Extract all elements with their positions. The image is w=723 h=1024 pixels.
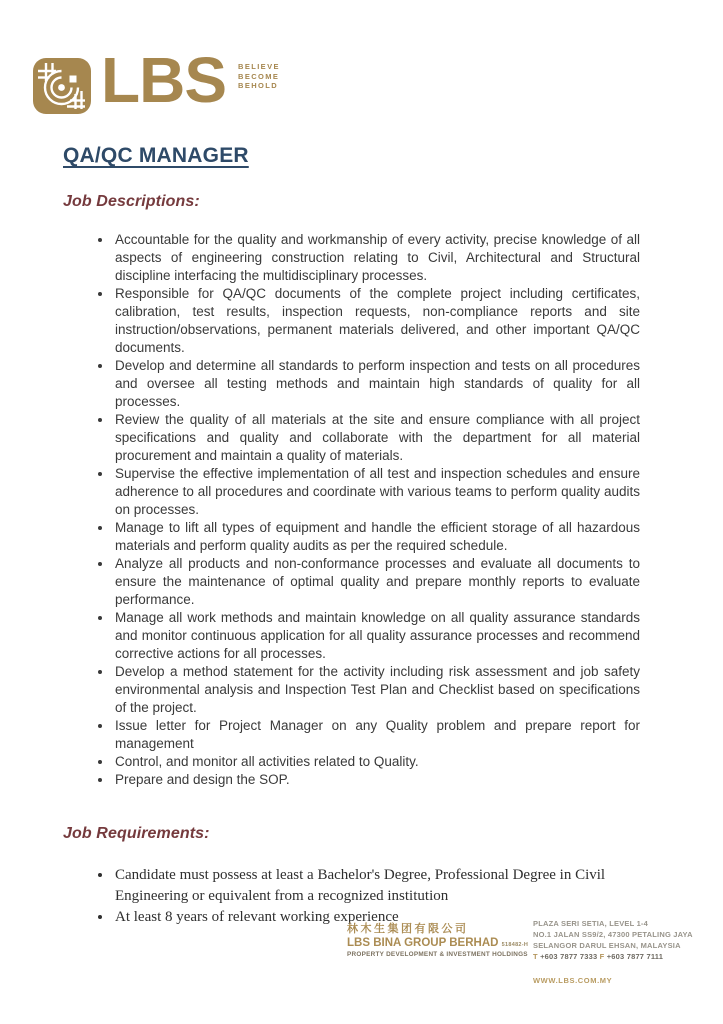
fax-label: F	[599, 952, 605, 961]
list-item: • Review the quality of all materials at the site and ensure compliance with all project specifications and quality and collaborate with the department for all material procurement and maintain a quality of materials.	[113, 411, 640, 465]
tagline-believe: BELIEVE	[238, 62, 280, 71]
company-name-english	[347, 937, 527, 949]
list-item: • Prepare and design the SOP.	[113, 771, 640, 789]
tagline-behold: BEHOLD	[238, 81, 279, 90]
company-subtitle: PROPERTY DEVELOPMENT & INVESTMENT HOLDINGS	[347, 951, 528, 958]
phone-line	[533, 951, 713, 962]
list-item: • Accountable for the quality and workmanship of every activity, precise knowledge of all aspects of engineering construction relating to Civil, Architectural and Structural discipline interfacing the multidisciplinary processes.	[113, 231, 640, 285]
list-item: • Analyze all products and non-conformance processes and evaluate all documents to ensure the maintenance of optimal quality and prepare monthly reports to evaluate performance.	[113, 555, 640, 609]
lbs-logo-wordmark: LBS	[101, 44, 226, 116]
list-item: • Responsible for QA/QC documents of the complete project including certificates, calibration, test results, inspection requests, non-compliance reports and site instruction/observations, permanent materials delivered, and other important QA/QC documents.	[113, 285, 640, 357]
list-item: • Issue letter for Project Manager on any Quality problem and prepare report for management	[113, 717, 640, 753]
page-title: QA/QC MANAGER	[63, 144, 249, 167]
company-registration-number: 518482-H	[501, 942, 529, 948]
address-lines	[533, 918, 713, 951]
list-item: • Develop a method statement for the activity including risk assessment and job safety environmental analysis and Inspection Test Plan and Checklist based on specifications of the project.	[113, 663, 640, 717]
job-descriptions-heading: Job Descriptions:	[63, 193, 200, 210]
list-item: • Manage all work methods and maintain knowledge on all quality assurance standards and monitor continuous application for all quality assurance processes and recommend corrective actions for all processes.	[113, 609, 640, 663]
logo-tagline	[238, 62, 280, 91]
company-name-text: LBS BINA GROUP BERHAD	[347, 937, 499, 949]
list-item: • Supervise the effective implementation of all test and inspection schedules and ensure adherence to all procedures and coordinate with various teams to perform quality audits on processes.	[113, 465, 640, 519]
address-block	[533, 918, 713, 985]
list-item: NO.1 JALAN SS9/2, 47300 PETALING JAYA	[533, 930, 693, 939]
list-item: • At least 8 years of relevant working experience	[113, 907, 640, 928]
list-item: SELANGOR DARUL EHSAN, MALAYSIA	[533, 941, 681, 950]
list-item: • Manage to lift all types of equipment and handle the efficient storage of all hazardous materials and perform quality audits as per the required schedule.	[113, 519, 640, 555]
logo	[33, 44, 280, 116]
company-block	[347, 920, 527, 958]
tagline-become: BECOME	[238, 71, 280, 81]
company-name-chinese: 林木生集团有限公司	[347, 923, 469, 935]
job-requirements-heading: Job Requirements:	[63, 825, 210, 842]
website-link[interactable]: WWW.LBS.COM.MY	[533, 976, 613, 985]
document-body	[0, 231, 723, 928]
list-item: PLAZA SERI SETIA, LEVEL 1-4	[533, 919, 649, 928]
list-item: • Develop and determine all standards to perform inspection and tests on all procedures and oversee all testing methods and maintain high standards of quality for all processes.	[113, 357, 640, 411]
lbs-logo-icon	[33, 58, 91, 114]
list-item: • Control, and monitor all activities related to Quality.	[113, 753, 640, 771]
list-item: • Candidate must possess at least a Bachelor's Degree, Professional Degree in Civil Engineering or equivalent from a recognized institution	[113, 865, 640, 907]
tel-label: T	[533, 952, 538, 961]
job-descriptions-list	[63, 231, 640, 789]
fax-number: +603 7877 7111	[606, 952, 664, 961]
tel-number: +603 7877 7333	[540, 952, 598, 961]
